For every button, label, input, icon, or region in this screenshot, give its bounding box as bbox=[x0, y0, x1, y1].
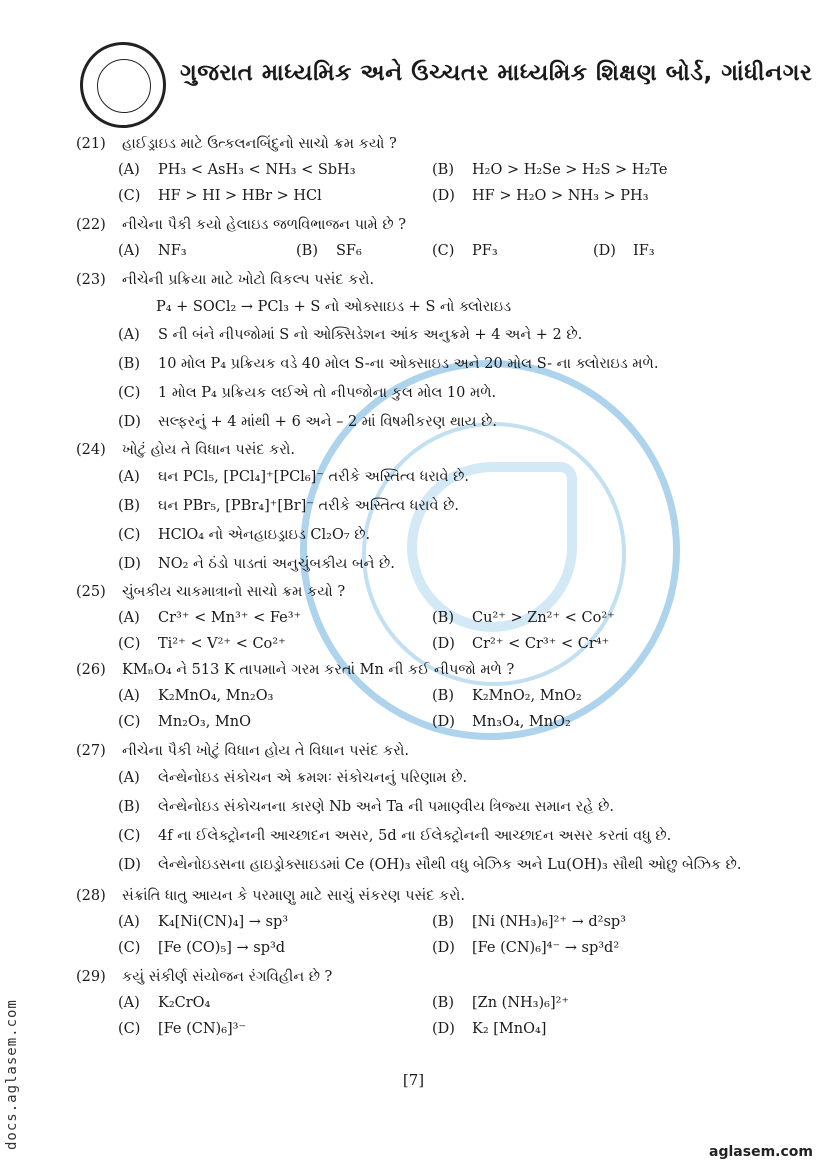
question-25 bbox=[76, 579, 756, 657]
question-text: કયું સંકીર્ણ સંયોજન રંગવિહીન છે ? bbox=[122, 969, 333, 985]
page-header bbox=[80, 42, 813, 134]
question-text: ખોટું હોય તે વિધાન પસંદ કરો. bbox=[122, 442, 296, 458]
option-a: (A) લેન્થેનોઇડ સંકોચન એ ક્રમશઃ સંકોચનનું પરિણામ છે. bbox=[118, 770, 468, 786]
option-d: (D) IF₃ bbox=[593, 243, 655, 259]
option-c: (C) 1 મોલ P₄ પ્રક્રિયક લઈએ તો નીપજોના કુલ મોલ 10 મળે. bbox=[118, 385, 497, 401]
question-number: (25) bbox=[76, 584, 106, 600]
option-a: (A) K₂CrO₄ bbox=[118, 995, 211, 1011]
option-b: (B) H₂O > H₂Se > H₂S > H₂Te bbox=[432, 162, 668, 178]
option-b: (B) 10 મોલ P₄ પ્રક્રિયક વડે 40 મોલ S-ના ઓક્સાઇડ અને 20 મોલ S- ના ક્લોરાઇડ મળે. bbox=[118, 356, 659, 372]
side-watermark-text: docs.aglasem.com bbox=[4, 999, 20, 1150]
question-text: KMₙO₄ ને 513 K તાપમાને ગરમ કરતાં Mn ની કઈ નીપજો મળે ? bbox=[122, 662, 515, 678]
option-c: (C) Ti²⁺ < V²⁺ < Co²⁺ bbox=[118, 636, 286, 652]
question-text: નીચેની પ્રક્રિયા માટે ખોટો વિકલ્પ પસંદ કરો. bbox=[122, 272, 375, 288]
option-a: (A) NF₃ bbox=[118, 243, 187, 259]
option-b: (B) લેન્થેનોઇડ સંકોચનના કારણે Nb અને Ta ની પમાણ્વીય ત્રિજ્યા સમાન રહે છે. bbox=[118, 799, 614, 815]
logo-inner-ring bbox=[97, 59, 151, 113]
option-a: (A) K₄[Ni(CN)₄] → sp³ bbox=[118, 914, 289, 930]
question-27 bbox=[76, 738, 756, 880]
option-c: (C) 4f ના ઈલેક્ટ્રોનની આચ્છાદન અસર, 5d ના ઈલેક્ટ્રોનની આચ્છાદન અસર કરતાં વધુ છે. bbox=[118, 828, 672, 844]
question-21 bbox=[76, 131, 756, 209]
option-d: (D) K₂ [MnO₄] bbox=[432, 1021, 547, 1037]
question-number: (26) bbox=[76, 662, 106, 678]
question-number: (23) bbox=[76, 272, 106, 288]
page-number: [7] bbox=[402, 1071, 425, 1089]
option-d: (D) NO₂ ને ઠંડો પાડતાં અનુચુંબકીય બને છે. bbox=[118, 556, 395, 572]
option-b: (B) ઘન PBr₅, [PBr₄]⁺[Br]⁻ તરીકે અસ્તિત્વ ધરાવે છે. bbox=[118, 498, 459, 514]
option-d: (D) Cr²⁺ < Cr³⁺ < Cr⁴⁺ bbox=[432, 636, 610, 652]
question-number: (27) bbox=[76, 743, 106, 759]
reaction-equation: P₄ + SOCl₂ → PCl₃ + S નો ઓક્સાઇડ + S નો ક્લોરાઇડ bbox=[156, 299, 512, 315]
option-a: (A) S ની બંને નીપજોમાં S નો ઓક્સિડેશન આંક અનુક્રમે + 4 અને + 2 છે. bbox=[118, 327, 583, 343]
question-28 bbox=[76, 883, 756, 961]
question-text: હાઈડ્રાઇડ માટે ઉત્કલનબિંદુનો સાચો ક્રમ કયો ? bbox=[122, 136, 397, 152]
option-d: (D) Mn₃O₄, MnO₂ bbox=[432, 714, 571, 730]
option-a: (A) ઘન PCl₅, [PCl₄]⁺[PCl₆]⁻ તરીકે અસ્તિત્વ ધરાવે છે. bbox=[118, 469, 469, 485]
option-d: (D) [Fe (CN)₆]⁴⁻ → sp³d² bbox=[432, 940, 620, 956]
question-text: ચુંબકીય ચાકમાત્રાનો સાચો ક્રમ કયો ? bbox=[122, 584, 346, 600]
option-a: (A) K₂MnO₄, Mn₂O₃ bbox=[118, 688, 274, 704]
option-d: (D) HF > H₂O > NH₃ > PH₃ bbox=[432, 188, 649, 204]
option-c: (C) HClO₄ નો એનહાઇડ્રાઇડ Cl₂O₇ છે. bbox=[118, 527, 371, 543]
option-d: (D) લેન્થેનોઇડસના હાઇડ્રોક્સાઇડમાં Ce (OH)₃ સૌથી વધુ બેઝિક અને Lu(OH)₃ સૌથી ઓછુ બેઝિક છે. bbox=[118, 857, 742, 873]
question-number: (21) bbox=[76, 136, 106, 152]
option-a: (A) PH₃ < AsH₃ < NH₃ < SbH₃ bbox=[118, 162, 356, 178]
option-b: (B) K₂MnO₂, MnO₂ bbox=[432, 688, 582, 704]
option-a: (A) Cr³⁺ < Mn³⁺ < Fe³⁺ bbox=[118, 610, 302, 626]
option-d: (D) સલ્ફરનું + 4 માંથી + 6 અને – 2 માં વિષમીકરણ થાય છે. bbox=[118, 414, 497, 430]
question-number: (22) bbox=[76, 217, 106, 233]
question-text: નીચેના પૈકી કયો હેલાઇડ જળવિભાજન પામે છે ? bbox=[122, 217, 406, 233]
option-b: (B) [Zn (NH₃)₆]²⁺ bbox=[432, 995, 570, 1011]
option-c: (C) Mn₂O₃, MnO bbox=[118, 714, 251, 730]
question-number: (28) bbox=[76, 888, 106, 904]
question-number: (29) bbox=[76, 969, 106, 985]
question-list bbox=[76, 131, 756, 1042]
option-c: (C) HF > HI > HBr > HCl bbox=[118, 188, 322, 204]
option-b: (B) [Ni (NH₃)₆]²⁺ → d²sp³ bbox=[432, 914, 626, 930]
option-b: (B) SF₆ bbox=[296, 243, 362, 259]
question-29 bbox=[76, 964, 756, 1042]
footer-site-link[interactable]: aglasem.com bbox=[709, 1144, 813, 1160]
board-title: ગુજરાત માધ્યમિક અને ઉચ્ચતર માધ્યમિક શિક્ષણ બોર્ડ, ગાંધીનગર bbox=[180, 60, 813, 86]
option-c: (C) [Fe (CO)₅] → sp³d bbox=[118, 940, 286, 956]
question-26 bbox=[76, 657, 756, 735]
question-text: નીચેના પૈકી ખોટું વિધાન હોય તે વિધાન પસંદ કરો. bbox=[122, 743, 409, 759]
board-logo-icon bbox=[80, 42, 166, 128]
option-b: (B) Cu²⁺ > Zn²⁺ < Co²⁺ bbox=[432, 610, 615, 626]
option-c: (C) PF₃ bbox=[432, 243, 498, 259]
question-text: સંક્રાંતિ ધાતુ આયન કે પરમાણુ માટે સાચું સંકરણ પસંદ કરો. bbox=[122, 888, 465, 904]
question-24 bbox=[76, 437, 756, 579]
question-23 bbox=[76, 267, 756, 437]
question-22 bbox=[76, 212, 756, 264]
option-c: (C) [Fe (CN)₆]³⁻ bbox=[118, 1021, 247, 1037]
question-number: (24) bbox=[76, 442, 106, 458]
